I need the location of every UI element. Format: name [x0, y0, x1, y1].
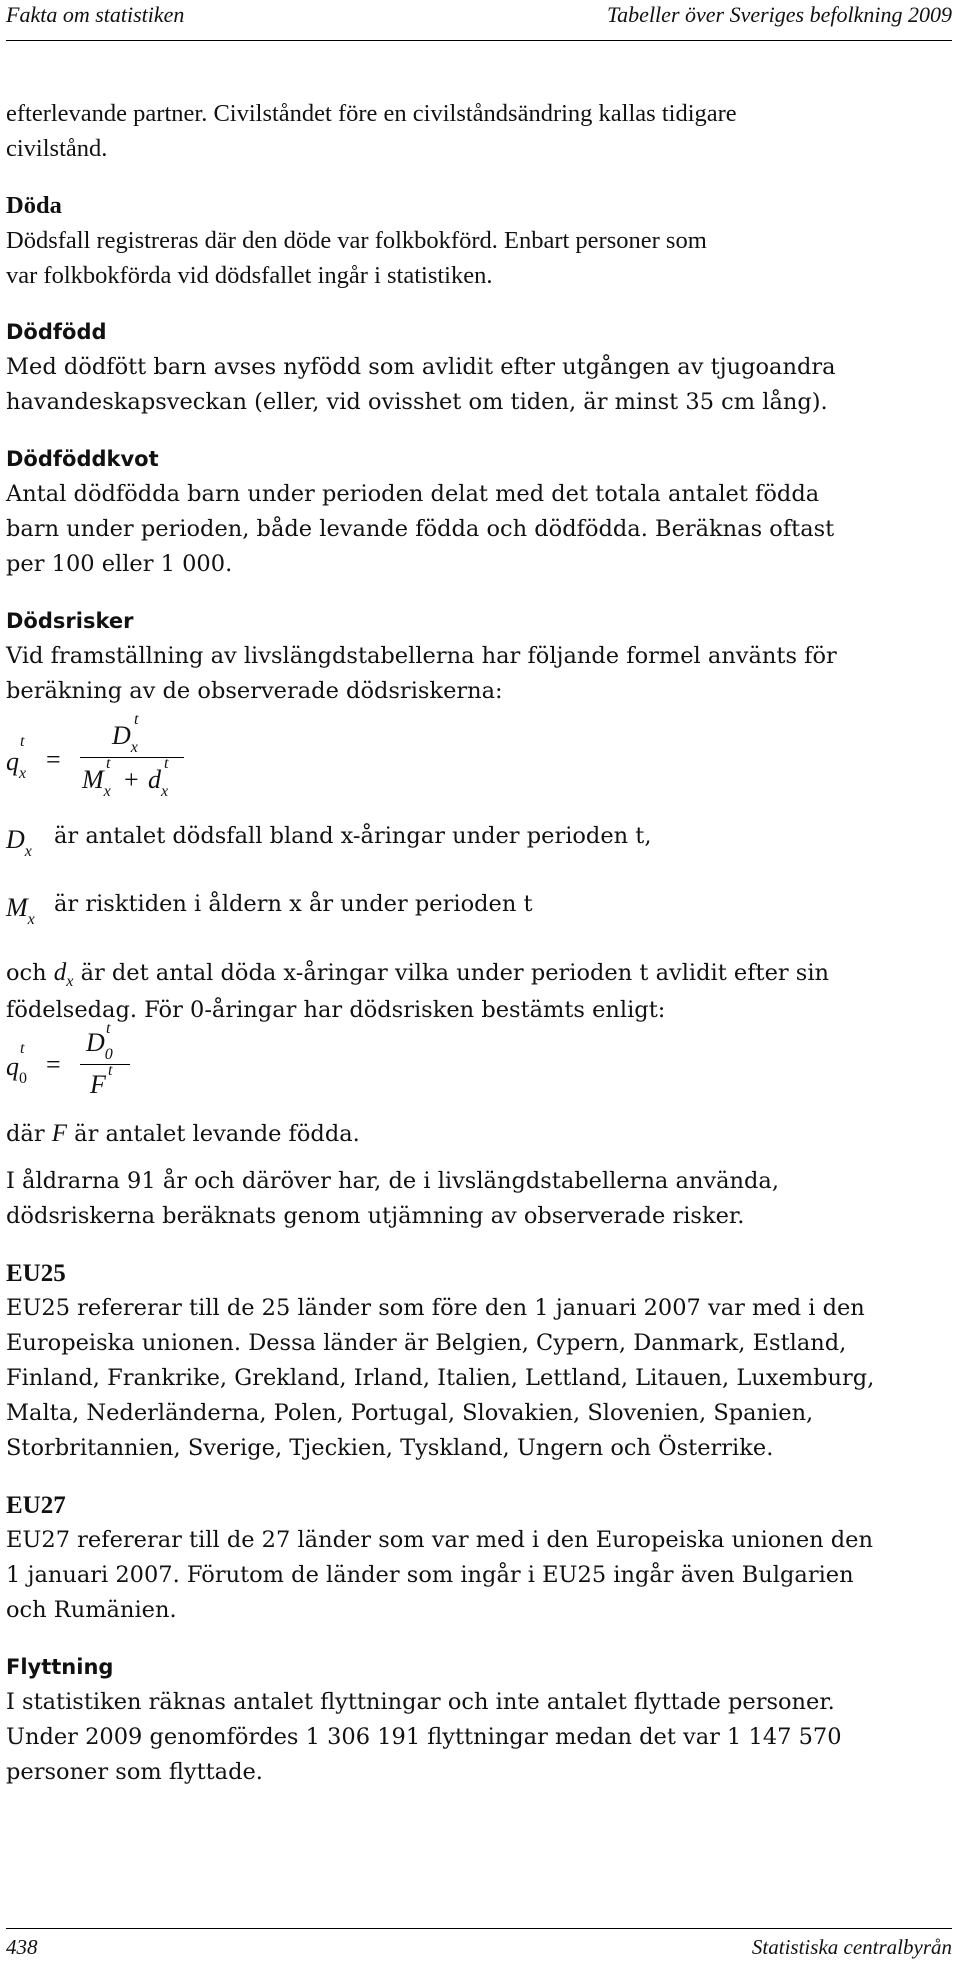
dodsrisker-dar-line: där F är antalet levande födda.	[6, 1120, 360, 1147]
doda-line-2: var folkbokförda vid dödsfallet ingår i statistiken.	[6, 262, 493, 289]
dodfodd-line-1: Med dödfött barn avses nyfödd som avlidit efter utgången av tjugoandra	[6, 354, 836, 380]
eu27-line-2: 1 januari 2007. Förutom de länder som ingår i EU25 ingår även Bulgarien	[6, 1562, 854, 1588]
dodsrisker-fodelsedag-line: födelsedag. För 0-åringar har dödsrisken bestämts enligt:	[6, 997, 666, 1023]
eu25-line-4: Malta, Nederländerna, Polen, Portugal, Slovakien, Slovenien, Spanien,	[6, 1400, 814, 1426]
heading-dodfodd: Dödfödd	[6, 320, 107, 344]
page-footer	[6, 1928, 952, 1965]
definition-M: $M_x$ är risktiden i åldern x år under perioden t	[6, 891, 533, 928]
heading-flyttning: Flyttning	[6, 1655, 114, 1679]
dodsrisker-aldrar-line-2: dödsriskerna beräknats genom utjämning av observerade risker.	[6, 1203, 745, 1229]
eu25-line-3: Finland, Frankrike, Grekland, Irland, Italien, Lettland, Litauen, Luxemburg,	[6, 1365, 875, 1391]
eu27-line-3: och Rumänien.	[6, 1597, 177, 1623]
dodfodd-line-2: havandeskapsveckan (eller, vid ovisshet om tiden, är minst 35 cm lång).	[6, 389, 828, 415]
intro-line-2: civilstånd.	[6, 135, 108, 162]
heading-dodsrisker: Dödsrisker	[6, 609, 134, 633]
dodsrisker-aldrar-line-1: I åldrarna 91 år och däröver har, de i livslängdstabellerna använda,	[6, 1168, 779, 1194]
header-publication-title: Fakta om statistiken	[6, 2, 185, 27]
flyttning-line-2: Under 2009 genomfördes 1 306 191 flyttningar medan det var 1 147 570	[6, 1724, 842, 1750]
footer-publisher: Statistiska centralbyrån	[751, 1935, 952, 1959]
page-content	[6, 96, 952, 1790]
page-number: 438	[6, 1935, 38, 1959]
dodsrisker-line-1: Vid framställning av livslängdstabellerna har följande formel använts för	[6, 643, 837, 669]
heading-eu25: EU25	[6, 1260, 66, 1287]
doda-line-1: Dödsfall registreras där den döde var folkbokförd. Enbart personer som	[6, 227, 707, 254]
heading-eu27: EU27	[6, 1492, 66, 1519]
dodfoddkvot-line-1: Antal dödfödda barn under perioden delat med det totala antalet födda	[6, 481, 820, 507]
flyttning-line-1: I statistiken räknas antalet flyttningar och inte antalet flyttade personer.	[6, 1689, 835, 1715]
dodsrisker-och-line: och $d_x$ är det antal döda x-åringar vilka under perioden t avlidit efter sin	[6, 959, 830, 990]
dodsrisker-line-2: beräkning av de observerade dödsriskerna:	[6, 678, 503, 704]
dodfoddkvot-line-3: per 100 eller 1 000.	[6, 551, 233, 577]
flyttning-line-3: personer som flyttade.	[6, 1759, 263, 1785]
dodfoddkvot-line-2: barn under perioden, både levande födda och dödfödda. Beräknas oftast	[6, 516, 835, 542]
heading-doda: Döda	[6, 192, 62, 219]
definition-D: $D_x$ är antalet dödsfall bland x-åringar under perioden t,	[6, 823, 652, 860]
intro-line-1: efterlevande partner. Civilståndet före en civilståndsändring kallas tidigare	[6, 100, 737, 127]
heading-dodfoddkvot: Dödföddkvot	[6, 447, 159, 471]
eu25-line-5: Storbritannien, Sverige, Tjeckien, Tyskland, Ungern och Österrike.	[6, 1435, 774, 1461]
formula-q0t: $q_0$ t = $D_0$ t F t	[6, 1028, 952, 1116]
eu27-line-1: EU27 refererar till de 27 länder som var med i den Europeiska unionen den	[6, 1527, 873, 1553]
formula-qxt: $q_x$ t = $D_x$ t $M_x$ t + $d_x$ t	[6, 709, 952, 819]
page-header	[6, 0, 952, 41]
eu25-line-2: Europeiska unionen. Dessa länder är Belgien, Cypern, Danmark, Estland,	[6, 1330, 847, 1356]
eu25-line-1: EU25 refererar till de 25 länder som före den 1 januari 2007 var med i den	[6, 1295, 865, 1321]
header-table-title: Tabeller över Sveriges befolkning 2009	[606, 2, 952, 27]
